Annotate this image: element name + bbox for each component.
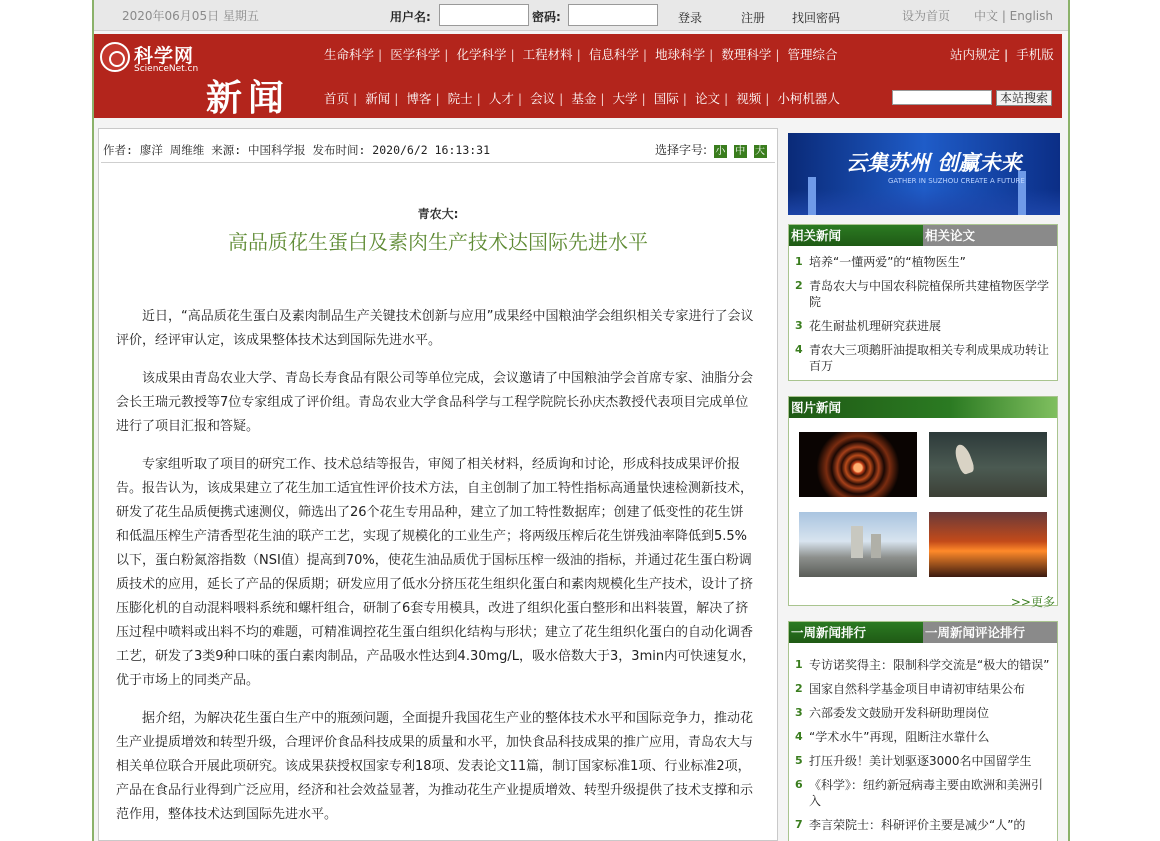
list-item[interactable]: 4 青农大三项鹅肝油提取相关专利成果成功转让百万 <box>795 343 1050 373</box>
list-item[interactable]: 4 “学术水牛”再现，阻断注水靠什么 <box>795 730 990 744</box>
nav-home[interactable]: 首页 <box>324 91 350 106</box>
font-size-large[interactable]: 大 <box>755 146 766 157</box>
banner-subtitle: GATHER IN SUZHOU CREATE A FUTURE <box>888 177 1025 185</box>
banner-title: 云集苏州 创赢未来 <box>846 151 1022 175</box>
site-search-input[interactable] <box>892 90 992 105</box>
more-photos-link[interactable]: >>更多 <box>1010 595 1055 609</box>
ranking-tabs <box>789 622 1057 643</box>
related-box <box>788 224 1058 381</box>
nav-engineering[interactable]: 工程材料 <box>522 47 573 62</box>
list-item[interactable]: 1 培养“一懂两爱”的“植物医生” <box>795 255 966 269</box>
font-size-medium[interactable]: 中 <box>735 146 746 157</box>
list-item[interactable]: 2 青岛农大与中国农科院植保所共建植物医学学院 <box>795 279 1050 309</box>
tab-related-news[interactable]: 相关新闻 <box>789 225 923 246</box>
language-switch[interactable]: 中文 | English <box>974 9 1054 23</box>
main-nav: 首页 | 新闻 | 博客 | 院士 | 人才 | 会议 | 基金 | 大学 | 国际 | 论文 | 视频 | 小柯机器人 <box>324 91 840 106</box>
nav-papers[interactable]: 论文 <box>694 91 720 106</box>
page-margin-left <box>0 0 92 841</box>
password-label: 密码: <box>532 10 561 24</box>
nav-funding[interactable]: 基金 <box>571 91 597 106</box>
weekly-ranking-list <box>789 643 1057 833</box>
list-item[interactable]: 3 花生耐盐机理研究获进展 <box>795 319 942 333</box>
photo-news-header <box>789 397 1057 418</box>
article-panel <box>98 128 778 841</box>
sciencenet-logo[interactable] <box>100 40 200 74</box>
mobile-version-link[interactable]: 手机版 <box>1016 47 1054 62</box>
ranking-box <box>788 621 1058 841</box>
related-tabs <box>789 225 1057 246</box>
logo-emblem-icon <box>100 42 130 72</box>
nav-videos[interactable]: 视频 <box>736 91 762 106</box>
list-item[interactable]: 6 《科学》：纽约新冠病毒主要由欧洲和美洲引入 <box>795 778 1044 808</box>
article-paragraph: 专家组听取了项目的研究工作、技术总结等报告，审阅了相关材料，经质询和讨论，形成科技成果评价报告。报告认为，该成果建立了花生加工适宜性评价技术方法，自主创制了加工特性指标高通量快速检测新技术，研发了花生品质便携式速测仪，筛选出了26个花生专用品种，建立了加工特性数据库；创建了低变性的花生饼和低温压榨生产清香型花生油的联产工艺，实现了规模化的工业生产；将两级压榨后花生饼残油率降低到5.5%以下，蛋白粉氮溶指数（NSI值）提高到70%，使花生油品质优于国标压榨一级油的指标，并通过花生蛋白粉调质技术的应用，延长了产品的保质期；研发应用了低水分挤压花生组织化蛋白和素肉规模化生产技术，设计了挤压膨化机的自动混料喂料系统和螺杆组合，研制了6套专用模具，改进了组织化蛋白整形和出料装置，解决了挤压过程中喷料或出料不均的难题，可精准调控花生蛋白组织化结构与形状；建立了花生组织化蛋白的自动化调香工艺，研发了3类9种口味的蛋白素肉制品，产品吸水性达到4.30mg/L，吸水倍数大于3，3min内可快速复水，优于市场上的同类产品。 <box>116 457 756 688</box>
font-size-selector <box>655 141 767 158</box>
list-item[interactable]: 5 打压升级！美计划驱逐3000名中国留学生 <box>795 754 1032 768</box>
font-size-label: 选择字号: <box>655 143 708 157</box>
username-input[interactable] <box>439 4 529 26</box>
set-homepage-link[interactable]: 设为首页 <box>902 9 951 23</box>
nav-international[interactable]: 国际 <box>653 91 679 106</box>
section-title: 新闻 <box>206 78 291 119</box>
tab-weekly-comments[interactable]: 一周新闻评论排行 <box>923 622 1057 643</box>
article-meta: 作者: 廖洋 周维维 来源: 中国科学报 发布时间: 2020/6/2 16:13:31 <box>103 143 491 157</box>
promo-banner[interactable] <box>788 133 1060 215</box>
article-paragraph: 据介绍，为解决花生蛋白生产中的瓶颈问题，全面提升我国花生产业的整体技术水平和国际竞争力，推动花生产业提质增效和转型升级，合理评价食品科技成果的质量和水平，加快食品科技成果的推广应用，青岛农大与相关单位联合开展此项研究。该成果获授权国家专利18项、发表论文11篇，制订国家标准1项、行业标准2项，产品在食品行业得到广泛应用，经济和社会效益显著，为推动花生产业提质增效、转型升级提供了技术支撑和示范作用，整体技术达到国际先进水平。 <box>116 711 754 822</box>
nav-academicians[interactable]: 院士 <box>447 91 473 106</box>
tab-related-papers[interactable]: 相关论文 <box>923 225 1057 246</box>
related-news-list <box>789 246 1057 374</box>
site-header <box>94 34 1062 118</box>
list-item[interactable]: 1 专访诺奖得主：限制科学交流是“极大的错误” <box>795 658 1050 672</box>
site-search-button[interactable]: 本站搜索 <box>996 90 1052 106</box>
nav-math-physics[interactable]: 数理科学 <box>721 47 772 62</box>
photo-thumbnail-ring[interactable] <box>799 432 917 497</box>
nav-talent[interactable]: 人才 <box>488 91 514 106</box>
site-links: 站内规定 | 手机版 <box>950 47 1054 62</box>
photo-news-title: 图片新闻 <box>789 397 1057 418</box>
password-input[interactable] <box>568 4 658 26</box>
nav-chemistry[interactable]: 化学科学 <box>456 47 507 62</box>
nav-medical-science[interactable]: 医学科学 <box>390 47 441 62</box>
nav-news[interactable]: 新闻 <box>365 91 391 106</box>
nav-information-science[interactable]: 信息科学 <box>588 47 639 62</box>
list-item[interactable]: 3 六部委发文鼓励开发科研助理岗位 <box>795 706 990 720</box>
photo-thumbnail-creature[interactable] <box>929 432 1047 497</box>
nav-xiaoke-robot[interactable]: 小柯机器人 <box>777 91 840 106</box>
photo-thumbnail-plant[interactable] <box>799 512 917 577</box>
login-link[interactable]: 登录 <box>678 11 703 25</box>
nav-universities[interactable]: 大学 <box>612 91 638 106</box>
register-link[interactable]: 注册 <box>741 11 766 25</box>
photo-thumbnail-lava[interactable] <box>929 512 1047 577</box>
top-bar <box>94 0 1068 31</box>
logo-text: 科学网 <box>134 45 195 67</box>
logo-domain: ScienceNet.cn <box>134 64 199 74</box>
list-item[interactable]: 2 国家自然科学基金项目申请初审结果公布 <box>795 682 1026 696</box>
article-paragraph: 近日，“高品质花生蛋白及素肉制品生产关键技术创新与应用”成果经中国粮油学会组织相关专家进行了会议评价，经评审认定，该成果整体技术达到国际先进水平。 <box>116 309 754 348</box>
nav-management[interactable]: 管理综合 <box>787 47 838 62</box>
username-label: 用户名: <box>390 10 431 24</box>
photo-grid <box>789 418 1057 616</box>
font-size-small[interactable]: 小 <box>715 146 726 157</box>
tab-weekly-news[interactable]: 一周新闻排行 <box>789 622 923 643</box>
article-title: 高品质花生蛋白及素肉生产技术达国际先进水平 <box>228 230 648 254</box>
site-rules-link[interactable]: 站内规定 <box>950 47 1001 62</box>
tower-graphic <box>808 177 816 215</box>
current-date: 2020年06月05日 星期五 <box>122 9 259 23</box>
list-item[interactable]: 7 李言荣院士：科研评价主要是减少“人”的 <box>795 818 1026 832</box>
meta-divider <box>101 162 775 163</box>
article-paragraph: 该成果由青岛农业大学、青岛长寿食品有限公司等单位完成，会议邀请了中国粮油学会首席专家、油脂分会会长王瑞元教授等7位专家组成了评价组。青岛农业大学食品科学与工程学院院长孙庆杰教授代表项目完成单位进行了项目汇报和答疑。 <box>116 371 754 434</box>
article-kicker: 青农大: <box>417 207 459 221</box>
nav-life-science[interactable]: 生命科学 <box>324 47 375 62</box>
article-body <box>116 305 756 841</box>
subject-nav: 生命科学 | 医学科学 | 化学科学 | 工程材料 | 信息科学 | 地球科学 | 数理科学 | 管理综合 <box>324 47 838 62</box>
recover-password-link[interactable]: 找回密码 <box>792 11 841 25</box>
nav-earth-science[interactable]: 地球科学 <box>655 47 706 62</box>
photo-news-box <box>788 396 1058 609</box>
nav-meetings[interactable]: 会议 <box>530 91 556 106</box>
nav-blog[interactable]: 博客 <box>406 91 432 106</box>
